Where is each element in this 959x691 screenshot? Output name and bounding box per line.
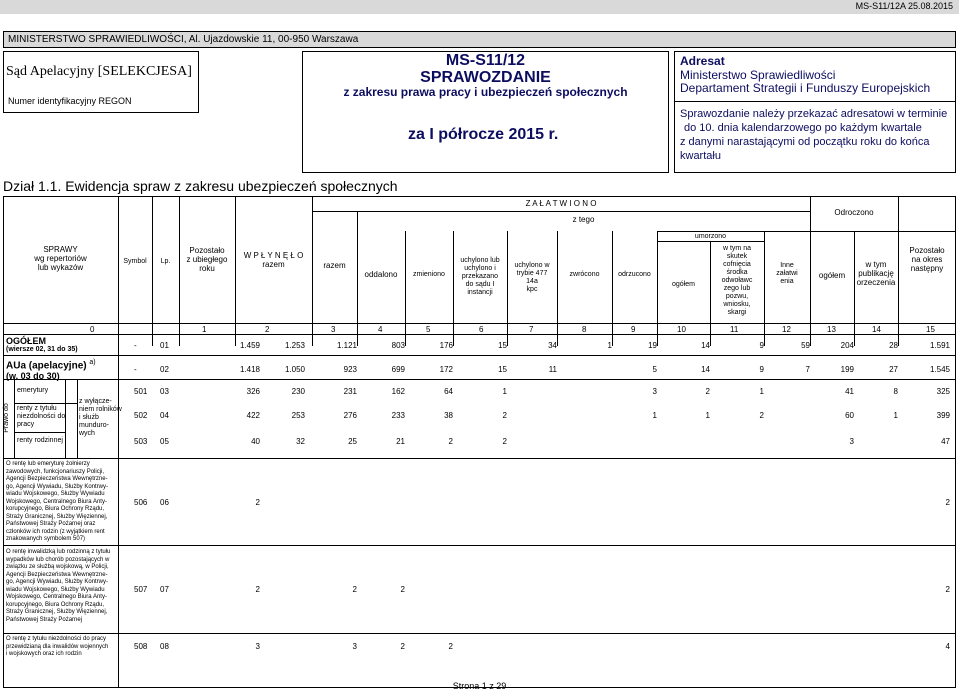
hdr-uchylono bbox=[453, 257, 507, 297]
column-number: 15 bbox=[926, 325, 935, 334]
recipient-line1: Ministerstwo Sprawiedliwości bbox=[680, 68, 836, 82]
court-name: Sąd Apelacyjny [SELEKCJESA] bbox=[6, 64, 192, 79]
table-cell: 7 bbox=[805, 365, 810, 374]
table-cell: 3 bbox=[255, 642, 260, 651]
cell-symbol: 507 bbox=[134, 585, 148, 594]
hdr-zalatwiono: Z A Ł A T W I O N O bbox=[525, 199, 597, 208]
hdr-uchylono-5: instancji bbox=[467, 289, 493, 296]
column-number: 14 bbox=[872, 325, 881, 334]
row-07-l1: O rentę inwalidzką lub rodzinną z tytułu bbox=[6, 549, 111, 555]
row-emerytury: emerytury bbox=[17, 387, 49, 394]
table-cell: 21 bbox=[396, 437, 405, 446]
table-cell: 2 bbox=[502, 411, 507, 420]
hdr-wtym-1: w tym na bbox=[722, 245, 751, 252]
table-cell: 4 bbox=[945, 642, 950, 651]
row-wylacz-3: i służb bbox=[79, 414, 99, 421]
row-06-l8: Straży Granicznej, Służby Więziennej, bbox=[6, 513, 108, 520]
table-cell: 32 bbox=[296, 437, 305, 446]
column-number: 5 bbox=[426, 325, 431, 334]
hdr-line-col-numbers bbox=[3, 323, 956, 324]
hdr-uchylono-1: uchylono lub bbox=[460, 257, 500, 264]
column-number: 3 bbox=[331, 325, 336, 334]
table-cell: 325 bbox=[936, 387, 950, 396]
hdr-wtym-5: odwoławc bbox=[721, 277, 753, 284]
cell-symbol: 506 bbox=[134, 498, 148, 507]
table-cell: 34 bbox=[548, 341, 557, 350]
hdr-zmieniono: zmieniono bbox=[413, 271, 445, 278]
table-cell: 199 bbox=[840, 365, 854, 374]
column-number: 10 bbox=[677, 325, 686, 334]
table-cell: 3 bbox=[849, 437, 854, 446]
vline bbox=[764, 231, 765, 346]
deadline-line3: z danymi narastającymi od początku roku do końca bbox=[680, 136, 930, 148]
column-number: 7 bbox=[529, 325, 534, 334]
row-07-l2: wypadków lub chorób pozostających w bbox=[6, 556, 110, 563]
table-cell: 8 bbox=[893, 387, 898, 396]
hdr-wplynelo-2: razem bbox=[262, 260, 285, 269]
cell-symbol: - bbox=[134, 341, 137, 350]
hdr-symbol: Symbol bbox=[123, 258, 147, 265]
hdr-wplynelo-1: W P Ł Y N Ę Ł O bbox=[243, 251, 304, 260]
table-cell: 1.253 bbox=[284, 341, 305, 350]
table-cell: 422 bbox=[246, 411, 260, 420]
row-aua-1: AUa (apelacyjne) bbox=[6, 360, 87, 372]
vline bbox=[405, 231, 406, 346]
table-cell: 11 bbox=[548, 365, 557, 374]
row-wylacz-5: wych bbox=[79, 430, 95, 437]
hdr-line-umorzono bbox=[657, 231, 810, 232]
cell-lp: 02 bbox=[160, 365, 169, 374]
row-07-l5: go, Agencji Wywiadu, Służby Kontrwy- bbox=[6, 579, 108, 585]
row-aua-2: (w. 03 do 30) bbox=[6, 371, 60, 382]
row-07-l7: Wojskowego, Centralnego Biura Anty- bbox=[6, 594, 107, 600]
row-06-l11: znakowanych symbolem 507) bbox=[6, 536, 86, 542]
row-line bbox=[3, 458, 956, 459]
recipient-divider bbox=[674, 101, 956, 102]
cell-lp: 05 bbox=[160, 437, 169, 446]
table-cell: 1 bbox=[607, 341, 612, 350]
row-wylacz-1: z wyłącze- bbox=[79, 398, 112, 405]
table-cell: 176 bbox=[439, 341, 453, 350]
hdr-wtym-9: skargi bbox=[727, 309, 747, 316]
cell-lp: 08 bbox=[160, 642, 169, 651]
form-subtitle: z zakresu prawa pracy i ubezpieczeń społecznych bbox=[343, 85, 628, 99]
vline bbox=[612, 231, 613, 346]
table-cell: 1 bbox=[502, 387, 507, 396]
hdr-tryb bbox=[507, 262, 557, 294]
table-cell: 3 bbox=[352, 642, 357, 651]
hdr-pozostalo-1: Pozostało bbox=[189, 246, 225, 255]
cell-lp: 07 bbox=[160, 585, 169, 594]
hdr-line-bottom bbox=[3, 334, 956, 335]
vline bbox=[77, 379, 78, 458]
table-cell: 1 bbox=[893, 411, 898, 420]
recipient-line2: Departament Strategii i Funduszy Europejskich bbox=[680, 81, 931, 95]
table-cell: 172 bbox=[439, 365, 453, 374]
cell-symbol: 501 bbox=[134, 387, 148, 396]
row-08-l2: przewidzianą dla inwalidów wojennych bbox=[6, 643, 109, 650]
row-line bbox=[3, 633, 956, 634]
deadline-line1: Sprawozdanie należy przekazać adresatowi w terminie bbox=[680, 108, 948, 120]
hdr-poz-okres bbox=[898, 246, 956, 273]
table-cell: 1 bbox=[759, 387, 764, 396]
cell-lp: 06 bbox=[160, 498, 169, 507]
deadline-line2: do 10. dnia kalendarzowego po każdym kwartale bbox=[684, 122, 922, 134]
row-06-l10: członków ich rodzin (z wyjątkiem rent bbox=[6, 528, 105, 535]
table-cell: 803 bbox=[391, 341, 405, 350]
table-cell: 2 bbox=[448, 642, 453, 651]
row-06-l5: wiadu Wojskowego, Służby Wywiadu bbox=[6, 491, 105, 497]
row-08-label bbox=[6, 636, 108, 659]
table-cell: 1.591 bbox=[929, 341, 950, 350]
table-cell: 28 bbox=[889, 341, 898, 350]
row-line bbox=[3, 545, 956, 546]
top-code-bar bbox=[0, 0, 959, 14]
hdr-pozostalo-3: roku bbox=[199, 264, 215, 273]
hdr-poz-okres-3: następny bbox=[910, 264, 944, 273]
table-cell: 60 bbox=[845, 411, 854, 420]
hdr-razem: razem bbox=[323, 261, 346, 270]
page-footer: Strona 1 z 29 bbox=[452, 681, 507, 691]
hdr-uchylono-4: do sądu I bbox=[465, 281, 495, 288]
row-wylaczeniem bbox=[79, 398, 122, 438]
table-cell: 14 bbox=[701, 365, 710, 374]
table-cell: 14 bbox=[701, 341, 710, 350]
hdr-publ-2: publikację bbox=[858, 269, 894, 278]
table-cell: 15 bbox=[498, 365, 507, 374]
column-number: 11 bbox=[730, 325, 739, 334]
hdr-sprawy-1: SPRAWY bbox=[43, 245, 78, 254]
row-line bbox=[14, 432, 65, 433]
hdr-sprawy-3: lub wykazów bbox=[37, 263, 84, 272]
column-number: 1 bbox=[202, 325, 207, 334]
table-cell: 9 bbox=[759, 365, 764, 374]
form-title: SPRAWOZDANIE bbox=[420, 69, 551, 86]
table-cell: 276 bbox=[343, 411, 357, 420]
row-renty-1: renty z tytułu bbox=[17, 405, 57, 412]
hline bbox=[657, 241, 764, 242]
row-06-l2: zawodowych, funkcjonariuszy Policji, bbox=[6, 468, 105, 475]
table-cell: 59 bbox=[801, 341, 810, 350]
table-cell: 230 bbox=[291, 387, 305, 396]
table-cell: 2 bbox=[705, 387, 710, 396]
hdr-uchylono-2: uchylono i bbox=[464, 265, 496, 272]
table-cell: 2 bbox=[759, 411, 764, 420]
hdr-tryb-1: uchylono w bbox=[514, 262, 550, 269]
row-line bbox=[3, 355, 956, 356]
hdr-odr-ogolem: ogółem bbox=[818, 271, 846, 280]
cell-lp: 01 bbox=[160, 341, 169, 350]
hdr-publ-1: w tym bbox=[865, 260, 887, 269]
hdr-zwrocono: zwrócono bbox=[569, 271, 600, 278]
row-ogolem bbox=[6, 336, 78, 354]
row-06-l3: Agencji Bezpieczeństwa Wewnętrzne- bbox=[6, 476, 108, 482]
row-06-l6: Wojskowego, Centralnego Biura Anty- bbox=[6, 498, 107, 505]
table-cell: 204 bbox=[840, 341, 854, 350]
hdr-umorzono: umorzono bbox=[694, 233, 727, 240]
table-cell: 38 bbox=[444, 411, 453, 420]
table-cell: 27 bbox=[889, 365, 898, 374]
table-cell: 2 bbox=[255, 585, 260, 594]
vline bbox=[235, 196, 236, 346]
table-cell: 2 bbox=[945, 585, 950, 594]
row-renty-2: niezdolności do bbox=[17, 413, 66, 420]
row-aua-title bbox=[6, 357, 96, 371]
table-cell: 47 bbox=[941, 437, 950, 446]
page-code: MS-S11/12A 25.08.2015 bbox=[855, 1, 953, 11]
period: za I półrocze 2015 r. bbox=[408, 126, 559, 143]
cell-symbol: - bbox=[134, 365, 137, 374]
hdr-tryb-3: 14a bbox=[526, 278, 538, 285]
table-cell: 233 bbox=[391, 411, 405, 420]
table-cell: 1 bbox=[652, 411, 657, 420]
hdr-line-odroczono bbox=[810, 231, 956, 232]
hdr-wplynelo bbox=[235, 251, 312, 269]
hdr-pozostalo-2: z ubiegłego bbox=[186, 255, 228, 264]
hdr-z-tego: z tego bbox=[572, 215, 595, 224]
row-07-l3: związku ze służbą wojskową, w Policji, bbox=[6, 564, 109, 570]
vline bbox=[118, 196, 119, 688]
column-number: 9 bbox=[631, 325, 636, 334]
row-06-l4: go, Agencji Wywiadu, Służby Kontrwy- bbox=[6, 483, 108, 490]
table-cell: 923 bbox=[343, 365, 357, 374]
hdr-sprawy bbox=[3, 245, 118, 272]
row-line bbox=[65, 403, 77, 404]
table-cell: 2 bbox=[400, 642, 405, 651]
row-prawo-do: Prawo do bbox=[3, 403, 10, 433]
column-number: 6 bbox=[479, 325, 484, 334]
table-cell: 399 bbox=[936, 411, 950, 420]
table-cell: 2 bbox=[255, 498, 260, 507]
table-cell: 1.459 bbox=[239, 341, 260, 350]
table-cell: 41 bbox=[845, 387, 854, 396]
vline bbox=[14, 379, 15, 458]
row-aua-sup: a) bbox=[89, 359, 96, 366]
cell-symbol: 508 bbox=[134, 642, 148, 651]
cell-symbol: 503 bbox=[134, 437, 148, 446]
table-cell: 1.545 bbox=[929, 365, 950, 374]
table-cell: 1.121 bbox=[336, 341, 357, 350]
column-number: 8 bbox=[582, 325, 587, 334]
hdr-inne-2: załatwi bbox=[776, 270, 798, 277]
hdr-umorzono-ogolem: ogółem bbox=[672, 281, 695, 288]
form-code: MS-S11/12 bbox=[445, 52, 526, 69]
hdr-wtym-7: pozwu, bbox=[725, 293, 749, 300]
hdr-poz-okres-2: na okres bbox=[911, 255, 943, 264]
row-08-l1: O rentę z tytułu niezdolności do pracy bbox=[6, 636, 107, 642]
vline bbox=[557, 231, 558, 346]
row-07-l4: Agencji Bezpieczeństwa Wewnętrzne- bbox=[6, 571, 108, 578]
column-number: 13 bbox=[827, 325, 836, 334]
table-cell: 162 bbox=[391, 387, 405, 396]
hdr-poz-okres-1: Pozostało bbox=[909, 246, 945, 255]
hdr-uchylono-3: przekazano bbox=[461, 273, 499, 280]
column-number: 12 bbox=[782, 325, 791, 334]
row-line bbox=[3, 379, 956, 380]
deadline-line4: kwartału bbox=[680, 150, 721, 162]
row-line bbox=[14, 403, 65, 404]
hdr-sprawy-2: wg repertoriów bbox=[34, 254, 87, 263]
hdr-tryb-4: kpc bbox=[526, 286, 538, 293]
table-cell: 253 bbox=[291, 411, 305, 420]
table-cell: 699 bbox=[391, 365, 405, 374]
row-06-l1: O rentę lub emeryturę żołnierzy bbox=[6, 461, 90, 467]
hdr-odrzucono: odrzucono bbox=[618, 271, 651, 278]
table-cell: 19 bbox=[648, 341, 657, 350]
table-cell: 2 bbox=[502, 437, 507, 446]
table-cell: 2 bbox=[352, 585, 357, 594]
section-title: Dział 1.1. Ewidencja spraw z zakresu ubezpieczeń społecznych bbox=[3, 178, 398, 194]
row-07-label bbox=[6, 549, 110, 624]
hdr-tryb-2: trybie 477 bbox=[516, 270, 548, 277]
table-cell: 1.050 bbox=[284, 365, 305, 374]
hdr-wtym bbox=[710, 245, 764, 317]
hdr-inne-1: Inne bbox=[780, 262, 794, 269]
hdr-odroczono: Odroczono bbox=[834, 208, 874, 217]
hdr-inne-3: enia bbox=[780, 278, 794, 285]
column-number: 0 bbox=[90, 325, 95, 334]
table-cell: 25 bbox=[348, 437, 357, 446]
row-06-l9: Państwowej Straży Pożarnej oraz bbox=[6, 521, 96, 527]
cell-lp: 04 bbox=[160, 411, 169, 420]
hdr-wtym-8: wniosku, bbox=[723, 301, 751, 308]
hdr-oddalono: oddalono bbox=[364, 270, 398, 279]
hdr-wtym-6: zego lub bbox=[723, 285, 751, 292]
hdr-line-z-tego bbox=[312, 211, 810, 212]
row-renty bbox=[17, 405, 65, 429]
hdr-pozostalo bbox=[179, 246, 235, 273]
column-number: 2 bbox=[265, 325, 270, 334]
row-ogolem-2: (wiersze 02, 31 do 35) bbox=[6, 346, 78, 353]
table-cell: 2 bbox=[448, 437, 453, 446]
table-cell: 2 bbox=[945, 498, 950, 507]
row-wylacz-2: niem rolników bbox=[79, 406, 122, 413]
table-cell: 40 bbox=[251, 437, 260, 446]
row-07-l6: wiadu Wojskowego, Służby Wywiadu bbox=[6, 586, 105, 593]
vline bbox=[312, 196, 313, 346]
row-renty-3: pracy bbox=[17, 421, 35, 428]
row-07-l8: korupcyjnego, Biura Ochrony Rządu, bbox=[6, 601, 105, 608]
column-number: 4 bbox=[378, 325, 383, 334]
hdr-wtym-3: cofnięcia bbox=[723, 261, 751, 268]
hdr-lp: Lp. bbox=[160, 258, 171, 265]
row-aua bbox=[6, 357, 96, 381]
row-renty-rodzinnej: renty rodzinnej bbox=[17, 437, 63, 444]
table-cell: 1 bbox=[705, 411, 710, 420]
row-ogolem-1: OGÓŁEM bbox=[6, 336, 46, 346]
cell-symbol: 502 bbox=[134, 411, 148, 420]
table-cell: 15 bbox=[498, 341, 507, 350]
row-06-l7: korupcyjnego, Biura Ochrony Rządu, bbox=[6, 506, 105, 512]
table-cell: 1.418 bbox=[239, 365, 260, 374]
hdr-wtym-2: skutek bbox=[726, 253, 748, 260]
table-cell: 9 bbox=[759, 341, 764, 350]
hdr-publ-3: orzeczenia bbox=[856, 278, 896, 287]
regon-label: Numer identyfikacyjny REGON bbox=[8, 96, 132, 106]
hdr-publ bbox=[854, 260, 898, 287]
row-08-l3: i wojskowych oraz ich rodzin bbox=[6, 651, 82, 657]
table-cell: 5 bbox=[652, 365, 657, 374]
table-cell: 231 bbox=[343, 387, 357, 396]
table-cell: 3 bbox=[652, 387, 657, 396]
row-07-l9: Straży Granicznej, Służby Więziennej, bbox=[6, 609, 108, 615]
vline bbox=[152, 196, 153, 346]
hdr-inne bbox=[764, 262, 810, 286]
table-cell: 2 bbox=[400, 585, 405, 594]
table-cell: 326 bbox=[246, 387, 260, 396]
table-cell: 64 bbox=[444, 387, 453, 396]
row-06-label bbox=[6, 461, 108, 544]
recipient-label: Adresat bbox=[680, 54, 725, 68]
ministry-address: MINISTERSTWO SPRAWIEDLIWOŚCI, Al. Ujazdowskie 11, 00-950 Warszawa bbox=[8, 34, 359, 45]
cell-lp: 03 bbox=[160, 387, 169, 396]
hdr-wtym-4: środka bbox=[726, 269, 748, 276]
vline bbox=[854, 231, 855, 346]
row-07-l10: Państwowej Straży Pożarnej bbox=[6, 616, 83, 623]
row-wylacz-4: munduro- bbox=[79, 422, 109, 429]
